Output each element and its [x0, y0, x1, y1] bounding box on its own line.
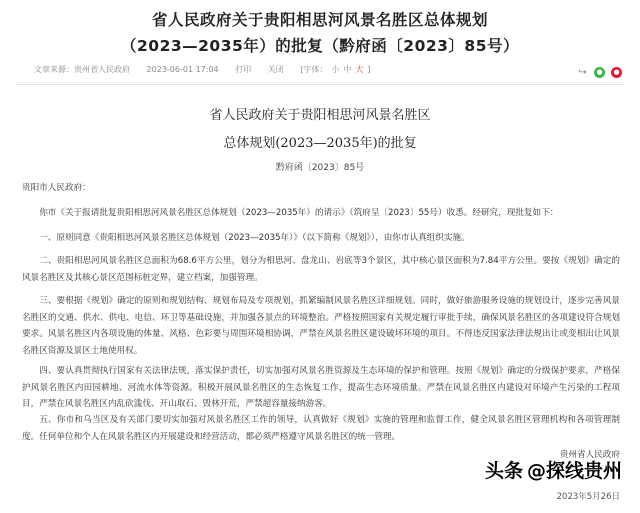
watermark-account: 探线贵州: [545, 460, 622, 482]
publish-date: 2023-06-01 17:04: [146, 65, 219, 74]
article-title-line1: 省人民政府关于贵阳相思河风景名胜区总体规划: [151, 11, 488, 29]
wechat-icon[interactable]: ●: [594, 67, 605, 78]
document-heading-line2: 总体规划(2023—2035年)的批复: [223, 136, 417, 151]
watermark: [485, 456, 622, 483]
paragraph-4: 四、要认真贯彻执行国家有关法律法规，落实保护责任，切实加强对风景名胜资源及生态环境的保护和管理。按照《规划》确定的分级保护要求，严格保护风景名胜区内田园耕地、河流水体等资源。积极开展风景名胜区的生态恢复工作，提高生态环境质量。严禁在风景名胜区内建设对环境产生污染的工程项目，严禁在风景名胜区内乱砍滥伐、开山取石、毁林开荒，严禁超容量接纳游客。: [22, 366, 620, 409]
source-label: 文章来源：贵州省人民政府: [34, 65, 130, 74]
font-size-end: ]: [367, 65, 371, 74]
print-link[interactable]: 打印: [235, 65, 252, 74]
font-large-link[interactable]: 大: [355, 65, 364, 74]
signature-date: 2023年5月26日: [556, 492, 620, 502]
paragraph-3: 三、要根据《规划》确定的原则和规划结构、规划布局及专项规划，抓紧编制风景名胜区详细规划。同时，做好旅游服务设施的规划设计，逐步完善风景名胜区的交通、供水、供电、电信、环卫等基础设施，并加强各景点的环境整治。严格按照国家有关规定履行审批手续，确保风景名胜区的各项建设符合规划要求。风景名胜区内各项设施的体量、风格、色彩要与周围环境相协调，严禁在风景名胜区建设破坏环境的项目。不得违反国家法律法规出让或变相出让风景名胜区资源及景区土地使用权。: [22, 296, 620, 356]
font-medium-link[interactable]: 中: [343, 65, 352, 74]
close-link[interactable]: 关闭: [267, 65, 284, 74]
header-divider: [16, 84, 624, 85]
watermark-at: @: [526, 460, 546, 482]
addressee: 贵阳市人民政府：: [22, 183, 91, 193]
paragraph-intro: 你市《关于报请批复贵阳相思河风景名胜区总体规划（2023—2035年）的请示》（筑府呈〔2023〕55号）收悉。经研究，现批复如下：: [39, 208, 559, 218]
paragraph-1: 一、原则同意《贵阳相思河风景名胜区总体规划（2023—2035年）》（以下简称《规划》），由你市认真组织实施。: [39, 233, 470, 243]
weibo-icon[interactable]: ●: [611, 67, 622, 78]
article-title-line2: （2023—2035年）的批复（黔府函〔2023〕85号）: [121, 37, 519, 55]
share-bar: [577, 67, 622, 78]
watermark-brand: 头条: [484, 460, 523, 482]
document-heading-line1: 省人民政府关于贵阳相思河风景名胜区: [209, 108, 431, 123]
share-icon[interactable]: ↪: [578, 67, 587, 78]
document-number: 黔府函〔2023〕85号: [275, 163, 365, 173]
signature-org: 贵州省人民政府: [559, 450, 620, 460]
paragraph-2: 二、贵阳相思河风景名胜区总面积为68.6平方公里，划分为相思河、盘龙山、岩底等3个景区，其中核心景区面积为7.84平方公里。要按《规划》确定的风景名胜区及其核心景区范围标桩定界，建立档案，加强管理。: [22, 256, 620, 283]
font-small-link[interactable]: 小: [331, 65, 340, 74]
font-size-label: [字体：: [300, 65, 328, 74]
article-meta: [34, 64, 375, 75]
paragraph-5: 五、你市和乌当区及有关部门要切实加强对风景名胜区工作的领导，认真做好《规划》实施的管理和监督工作，健全风景名胜区管理机构和各项管理制度。任何单位和个人在风景名胜区内开展建设和经营活动，都必须严格遵守风景名胜区的统一管理。: [22, 415, 620, 442]
